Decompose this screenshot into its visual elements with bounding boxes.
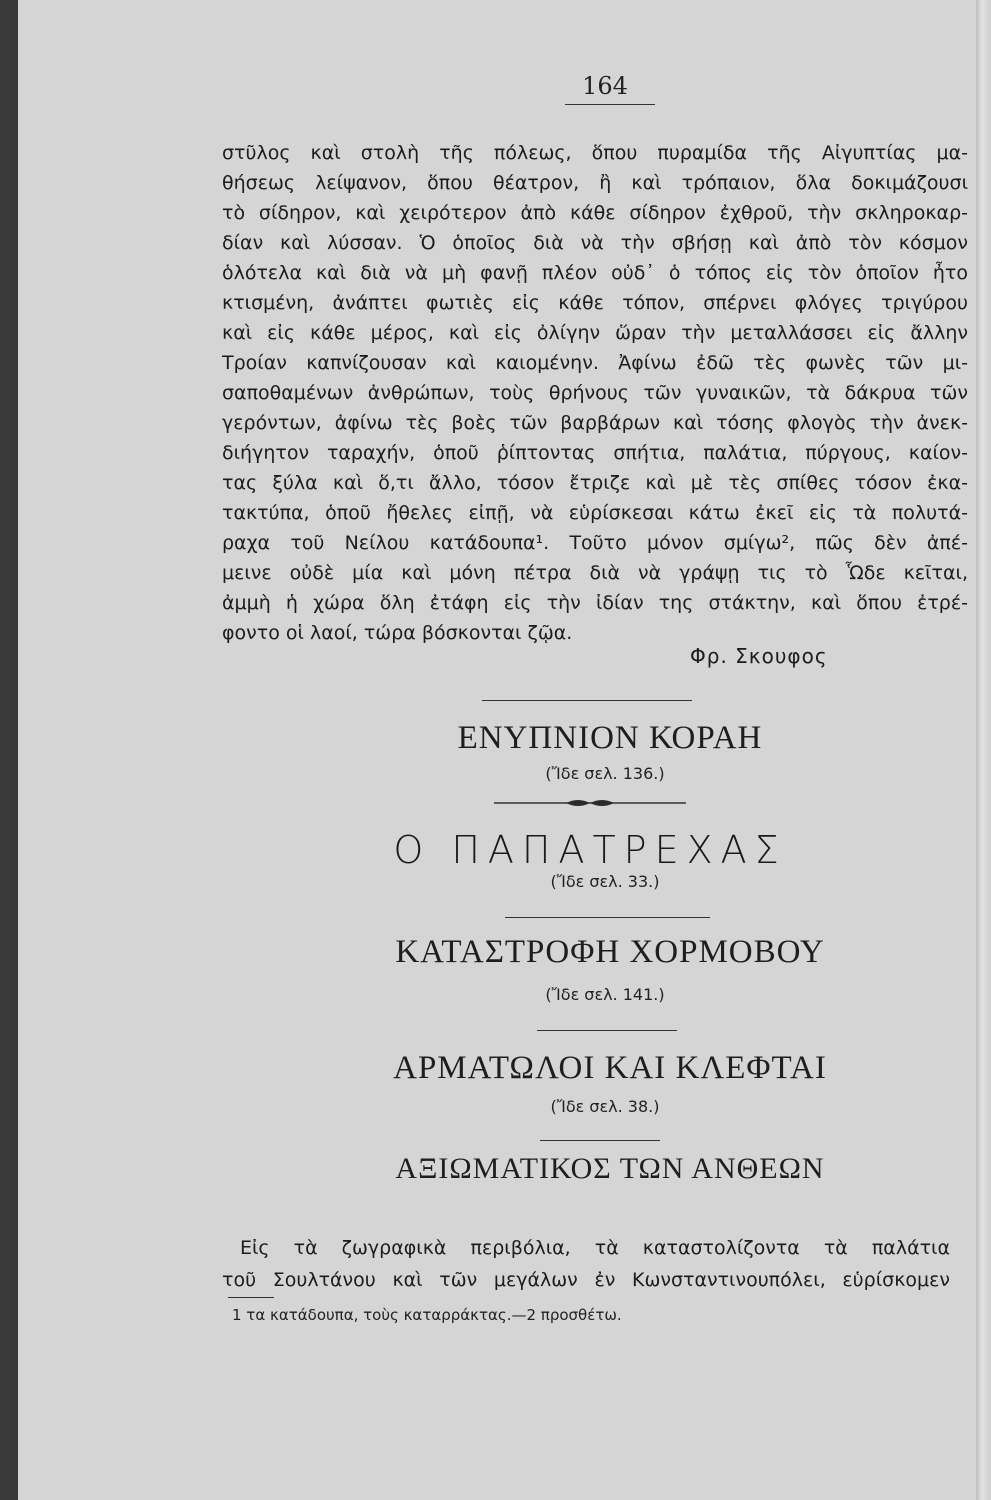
section-reference: (Ἴδε σελ. 141.) — [545, 985, 665, 1004]
body-line: διήγητον ταραχήν, ὁποῦ ῥίπτοντας σπήτια, παλάτια, πύργους, καίον- — [222, 442, 968, 464]
section-reference: (Ἴδε σελ. 33.) — [550, 872, 660, 891]
body-line: Τροίαν καπνίζουσαν καὶ καιομένην. Ἀφίνω ἐδῶ τὲς φωνὲς τῶν μι- — [222, 352, 968, 374]
body-line: κτισμένη, ἀνάπτει φωτιὲς εἰς κάθε τόπον, σπέρνει φλόγες τριγύρου — [222, 292, 968, 314]
section-divider — [540, 1140, 660, 1141]
section-title: ΑΡΜΑΤΩΛΟΙ ΚΑΙ ΚΛΕΦΤΑΙ — [393, 1050, 827, 1086]
section-title: ΕΝΥΠΝΙΟΝ ΚΟΡΑΗ — [457, 720, 763, 756]
section-divider — [482, 700, 692, 701]
section-paragraph — [222, 1232, 950, 1296]
body-line: καὶ εἰς κάθε μέρος, καὶ εἰς ὀλίγην ὥραν τὴν μεταλλάσσει εἰς ἄλλην — [222, 322, 968, 344]
footnote-rule — [228, 1297, 274, 1298]
body-line: δίαν καὶ λύσσαν. Ὁ ὁποῖος διὰ νὰ τὴν σβήσῃ καὶ ἀπὸ τὸν κόσμον — [222, 232, 968, 254]
body-line: τοῦ Σουλτάνου καὶ τῶν μεγάλων ἐν Κωνσταντινουπόλει, εὑρίσκομεν — [222, 1269, 950, 1291]
body-line: τας ξύλα καὶ ὅ,τι ἄλλο, τόσον ἔτριζε καὶ μὲ τὲς σπίθες τόσον ἐκα- — [222, 472, 968, 494]
section-reference: (Ἴδε σελ. 38.) — [550, 1097, 660, 1116]
footnote: 1 τα κατάδουπα, τοὺς καταρράκτας.—2 προσθέτω. — [232, 1306, 622, 1324]
body-line: θήσεως λείψανον, ὅπου θέατρον, ἢ καὶ τρόπαιον, ὅλα δοκιμάζουσι — [222, 172, 968, 194]
page-edge — [976, 0, 991, 1500]
body-line: γερόντων, ἀφίνω τὲς βοὲς τῶν βαρβάρων καὶ τόσης φλογὸς τὴν ἀνεκ- — [222, 412, 968, 434]
section-divider — [505, 917, 710, 918]
body-line: Εἰς τὰ ζωγραφικὰ περιβόλια, τὰ καταστολίζοντα τὰ παλάτια — [240, 1237, 950, 1259]
author-signature: Φρ. Σκουφος — [690, 644, 828, 668]
body-paragraph — [222, 138, 968, 648]
body-line: ραχα τοῦ Νείλου κατάδουπα¹. Τοῦτο μόνον σμίγω², πῶς δὲν ἀπέ- — [222, 532, 968, 554]
page-number: 164 — [582, 72, 628, 100]
body-line: σαποθαμένων ἀνθρώπων, τοὺς θρήνους τῶν γυναικῶν, τὰ δάκρυα τῶν — [222, 382, 968, 404]
page-number-rule — [565, 104, 655, 105]
ornament-divider — [494, 797, 686, 809]
body-line: στῦλος καὶ στολὴ τῆς πόλεως, ὅπου πυραμίδα τῆς Αἰγυπτίας μα- — [222, 142, 968, 164]
body-line: φοντο οἱ λαοί, τώρα βόσκονται ζῷα. — [222, 622, 573, 644]
section-title: Ο ΠΑΠΑΤΡΕΧΑΣ — [393, 828, 787, 872]
section-title: ΑΞΙΩΜΑΤΙΚΟΣ ΤΩΝ ΑΝΘΕΩΝ — [395, 1152, 825, 1185]
section-reference: (Ἴδε σελ. 136.) — [545, 764, 665, 783]
section-divider — [537, 1030, 677, 1031]
body-line: τακτύπα, ὁποῦ ἤθελες εἰπῇ, νὰ εὑρίσκεσαι κάτω ἐκεῖ εἰς τὰ πολυτά- — [222, 502, 968, 524]
body-line: ἀμμὴ ἡ χώρα ὅλη ἐτάφη εἰς τὴν ἰδίαν της στάκτην, καὶ ὅπου ἐτρέ- — [222, 592, 968, 614]
section-title: ΚΑΤΑΣΤΡΟΦΗ ΧΟΡΜΟΒΟΥ — [395, 934, 825, 970]
body-line: τὸ σίδηρον, καὶ χειρότερον ἀπὸ κάθε σίδηρον ἐχθροῦ, τὴν σκληροκαρ- — [222, 202, 968, 224]
body-line: μεινε οὐδὲ μία καὶ μόνη πέτρα διὰ νὰ γράψῃ τις τὸ Ὧδε κεῖται, — [222, 562, 968, 584]
body-line: ὁλότελα καὶ διὰ νὰ μὴ φανῇ πλέον οὐδ᾿ ὁ τόπος εἰς τὸν ὁποῖον ἦτο — [222, 262, 968, 284]
